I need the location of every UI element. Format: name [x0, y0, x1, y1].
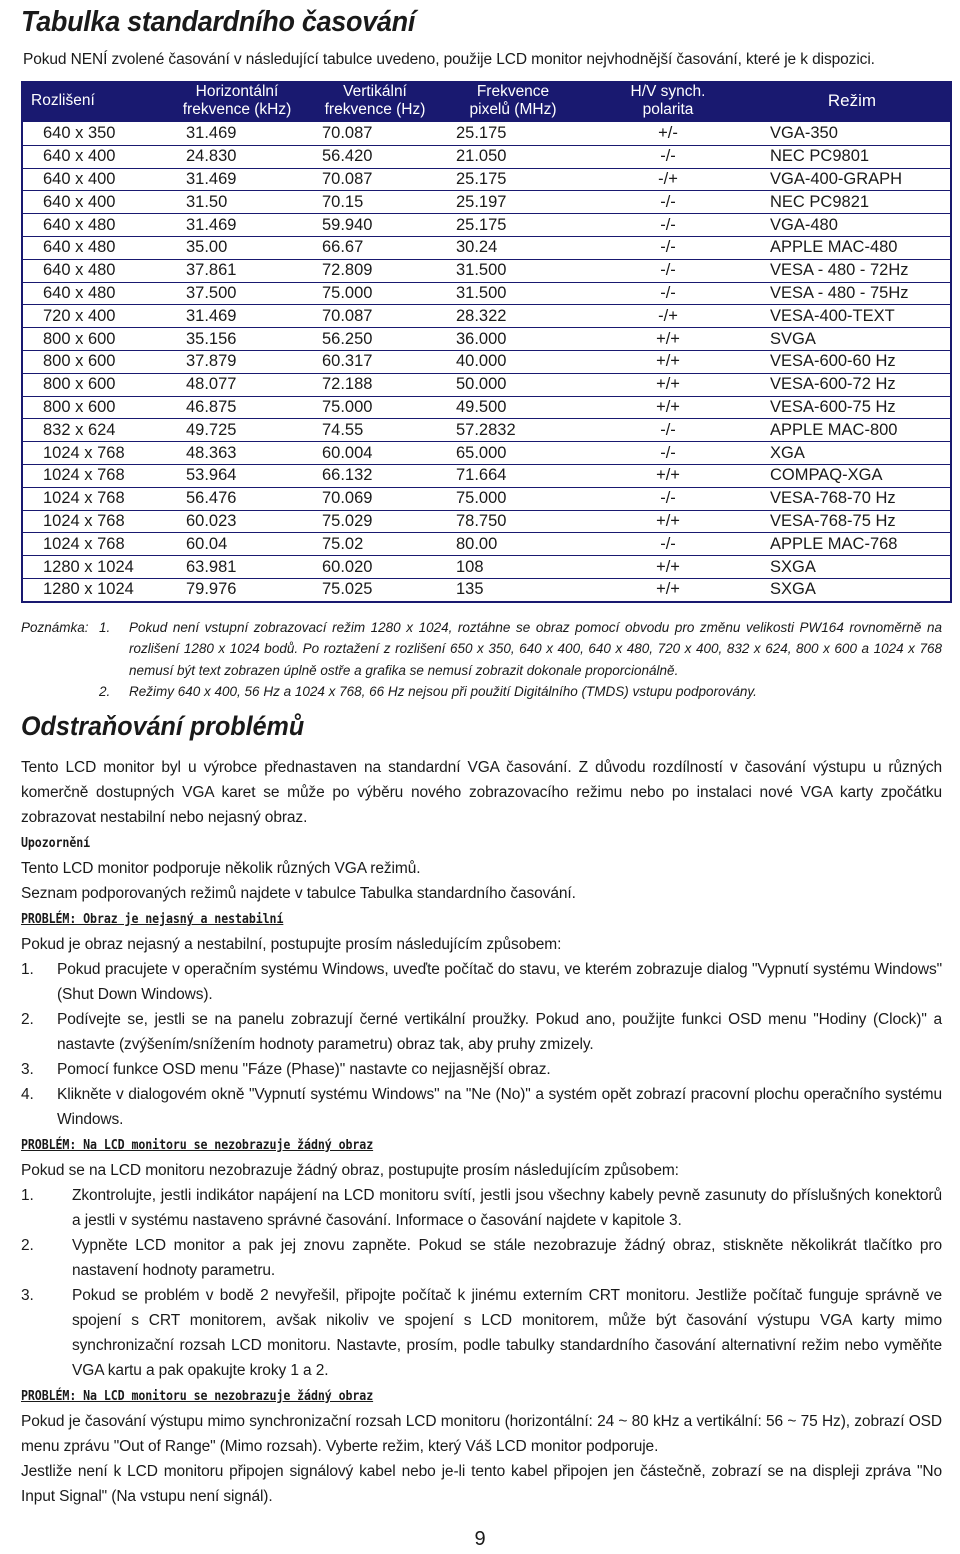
cell-polarity: +/+	[582, 373, 754, 396]
cell-vertical-frequency: 70.087	[306, 305, 444, 328]
cell-horizontal-frequency: 31.469	[168, 123, 306, 146]
table-row	[22, 442, 951, 465]
cell-polarity: -/-	[582, 236, 754, 259]
header-mode: Režim	[754, 81, 951, 123]
cell-pixel-frequency: 80.00	[444, 533, 582, 556]
table-row	[22, 305, 951, 328]
cell-horizontal-frequency: 37.879	[168, 350, 306, 373]
problem-steps	[21, 1183, 942, 1383]
cell-mode: NEC PC9821	[754, 191, 951, 214]
cell-vertical-frequency: 56.250	[306, 328, 444, 351]
cell-mode: SVGA	[754, 328, 951, 351]
cell-vertical-frequency: 59.940	[306, 214, 444, 237]
cell-pixel-frequency: 50.000	[444, 373, 582, 396]
cell-polarity: +/+	[582, 396, 754, 419]
problem-steps	[21, 957, 942, 1132]
cell-polarity: -/-	[582, 442, 754, 465]
cell-mode: APPLE MAC-480	[754, 236, 951, 259]
cell-pixel-frequency: 75.000	[444, 487, 582, 510]
cell-pixel-frequency: 28.322	[444, 305, 582, 328]
troubleshooting-intro: Tento LCD monitor byl u výrobce přednastaven na standardní VGA časování. Z důvodu rozdílností v časování výstupu u různých komerčně dostupných VGA karet se může po výběru nového zobrazovacího režimu nebo po instalaci nové VGA karty zpočátku zobrazovat nestabilní nebo nejasný obraz.	[21, 758, 942, 826]
table-row	[22, 168, 951, 191]
cell-mode: VESA - 480 - 75Hz	[754, 282, 951, 305]
cell-pixel-frequency: 65.000	[444, 442, 582, 465]
list-item: 4. Klikněte v dialogovém okně "Vypnutí systému Windows" na "Ne (No)" a systém opět zobrazí pracovní plochu operačního systému Windows.	[21, 1085, 942, 1128]
table-row	[22, 464, 951, 487]
cell-resolution: 640 x 480	[22, 236, 168, 259]
cell-horizontal-frequency: 35.156	[168, 328, 306, 351]
troubleshooting-body	[21, 755, 942, 1509]
cell-resolution: 1024 x 768	[22, 487, 168, 510]
cell-vertical-frequency: 74.55	[306, 419, 444, 442]
cell-polarity: -/-	[582, 214, 754, 237]
cell-pixel-frequency: 30.24	[444, 236, 582, 259]
timing-table-header	[22, 81, 951, 123]
cell-horizontal-frequency: 46.875	[168, 396, 306, 419]
cell-horizontal-frequency: 24.830	[168, 145, 306, 168]
cell-pixel-frequency: 31.500	[444, 282, 582, 305]
table-row	[22, 533, 951, 556]
header-polarity: H/V synch. polarita	[582, 81, 754, 123]
table-row	[22, 350, 951, 373]
note-text: Režimy 640 x 400, 56 Hz a 1024 x 768, 66 Hz nejsou při použití Digitálního (TMDS) vstupu podporovány.	[129, 684, 757, 700]
cell-resolution: 640 x 400	[22, 168, 168, 191]
cell-horizontal-frequency: 49.725	[168, 419, 306, 442]
table-row	[22, 236, 951, 259]
cell-polarity: -/-	[582, 145, 754, 168]
cell-mode: APPLE MAC-800	[754, 419, 951, 442]
list-item: 2. Vypněte LCD monitor a pak jej znovu zapněte. Pokud se stále nezobrazuje žádný obraz, stiskněte několikrát tlačítko pro nastavení hodnoty parametru.	[21, 1236, 942, 1279]
cell-vertical-frequency: 66.132	[306, 464, 444, 487]
cell-vertical-frequency: 75.000	[306, 282, 444, 305]
cell-resolution: 800 x 600	[22, 396, 168, 419]
cell-vertical-frequency: 72.188	[306, 373, 444, 396]
cell-resolution: 1280 x 1024	[22, 556, 168, 579]
section-title: Odstraňování problémů	[21, 710, 305, 741]
cell-resolution: 1024 x 768	[22, 442, 168, 465]
cell-polarity: +/+	[582, 464, 754, 487]
cell-horizontal-frequency: 53.964	[168, 464, 306, 487]
cell-resolution: 1024 x 768	[22, 464, 168, 487]
cell-horizontal-frequency: 56.476	[168, 487, 306, 510]
timing-table	[21, 81, 952, 603]
list-item: 1. Pokud pracujete v operačním systému Windows, uveďte počítač do stavu, ve kterém zobrazuje dialog "Vypnutí systému Windows" (Shut Down Windows).	[21, 960, 942, 1003]
list-item: 1. Zkontrolujte, jestli indikátor napájení na LCD monitoru svítí, jestli jsou všechny kabely pevně zasunuty do příslušných konektorů a jestli v systému nastaveno správné časování. Informace o časování najdete v kapitole 3.	[21, 1186, 942, 1229]
table-row	[22, 259, 951, 282]
cell-polarity: -/+	[582, 168, 754, 191]
page-number: 9	[474, 1528, 486, 1550]
cell-resolution: 1024 x 768	[22, 510, 168, 533]
cell-resolution: 640 x 400	[22, 145, 168, 168]
cell-polarity: -/-	[582, 191, 754, 214]
list-item: 3. Pokud se problém v bodě 2 nevyřešil, připojte počítač k jinému externím CRT monitoru. Jestliže počítač funguje správně ve spojení s CRT monitorem, avšak nikoliv ve spojení s LCD monitorem, může být časování výstupu VGA karty mimo synchronizační rozsah LCD monitoru. Nastavte, prosím, podle tabulky standardního časování alternativní režim nebo vyměňte VGA kartu a pak opakujte kroky 1 a 2.	[21, 1286, 942, 1379]
cell-resolution: 1024 x 768	[22, 533, 168, 556]
cell-vertical-frequency: 75.029	[306, 510, 444, 533]
cell-resolution: 720 x 400	[22, 305, 168, 328]
cell-resolution: 640 x 480	[22, 214, 168, 237]
cell-polarity: -/-	[582, 419, 754, 442]
cell-horizontal-frequency: 31.50	[168, 191, 306, 214]
cell-resolution: 800 x 600	[22, 373, 168, 396]
problem-intro: Pokud se na LCD monitoru nezobrazuje žádný obraz, postupujte prosím následujícím způsobem:	[21, 1161, 679, 1179]
cell-vertical-frequency: 60.317	[306, 350, 444, 373]
cell-mode: VESA-768-75 Hz	[754, 510, 951, 533]
cell-vertical-frequency: 75.025	[306, 578, 444, 601]
timing-table-body	[22, 123, 951, 602]
header-horizontal: Horizontální frekvence (kHz)	[168, 81, 306, 123]
cell-resolution: 640 x 480	[22, 282, 168, 305]
note-number: 2.	[99, 684, 111, 700]
cell-vertical-frequency: 66.67	[306, 236, 444, 259]
cell-pixel-frequency: 25.175	[444, 168, 582, 191]
cell-resolution: 800 x 600	[22, 328, 168, 351]
problem-heading: PROBLÉM: Obraz je nejasný a nestabilní	[21, 910, 284, 927]
problem-text: Pokud je časování výstupu mimo synchronizační rozsah LCD monitoru (horizontální: 24 ~ 80 kHz a vertikální: 56 ~ 75 Hz), zobrazí OSD menu zprávu "Out of Range" (Mimo rozsah). Vyberte režim, který Váš LCD monitor podporuje.	[21, 1412, 942, 1455]
cell-horizontal-frequency: 31.469	[168, 168, 306, 191]
cell-vertical-frequency: 60.004	[306, 442, 444, 465]
cell-pixel-frequency: 57.2832	[444, 419, 582, 442]
header-vertical: Vertikální frekvence (Hz)	[306, 81, 444, 123]
cell-resolution: 1280 x 1024	[22, 578, 168, 601]
cell-vertical-frequency: 75.000	[306, 396, 444, 419]
cell-mode: VGA-480	[754, 214, 951, 237]
table-row	[22, 145, 951, 168]
cell-mode: APPLE MAC-768	[754, 533, 951, 556]
cell-pixel-frequency: 36.000	[444, 328, 582, 351]
cell-mode: VESA - 480 - 72Hz	[754, 259, 951, 282]
cell-polarity: +/+	[582, 510, 754, 533]
cell-pixel-frequency: 135	[444, 578, 582, 601]
cell-pixel-frequency: 49.500	[444, 396, 582, 419]
cell-mode: VESA-400-TEXT	[754, 305, 951, 328]
cell-polarity: +/+	[582, 578, 754, 601]
cell-resolution: 832 x 624	[22, 419, 168, 442]
cell-mode: VGA-400-GRAPH	[754, 168, 951, 191]
table-row	[22, 510, 951, 533]
table-row	[22, 191, 951, 214]
cell-mode: COMPAQ-XGA	[754, 464, 951, 487]
problem-heading: PROBLÉM: Na LCD monitoru se nezobrazuje žádný obraz	[21, 1387, 374, 1404]
cell-polarity: -/-	[582, 282, 754, 305]
warning-text: Tento LCD monitor podporuje několik různých VGA režimů.	[21, 859, 421, 877]
table-row	[22, 578, 951, 601]
warning-heading: Upozornění	[21, 834, 91, 851]
cell-vertical-frequency: 70.087	[306, 168, 444, 191]
cell-mode: SXGA	[754, 556, 951, 579]
cell-vertical-frequency: 72.809	[306, 259, 444, 282]
cell-vertical-frequency: 75.02	[306, 533, 444, 556]
list-item: 2. Podívejte se, jestli se na panelu zobrazují černé vertikální proužky. Pokud ano, použijte funkci OSD menu "Hodiny (Clock)" a nastavte (zvýšením/snížením hodnoty parametru) obraz tak, aby pruhy zmizely.	[21, 1010, 942, 1053]
cell-resolution: 640 x 400	[22, 191, 168, 214]
list-item: 3. Pomocí funkce OSD menu "Fáze (Phase)" nastavte co nejjasnější obraz.	[21, 1060, 551, 1078]
problem-intro: Pokud je obraz nejasný a nestabilní, postupujte prosím následujícím způsobem:	[21, 935, 562, 953]
cell-horizontal-frequency: 31.469	[168, 214, 306, 237]
cell-mode: XGA	[754, 442, 951, 465]
cell-horizontal-frequency: 37.861	[168, 259, 306, 282]
cell-horizontal-frequency: 48.363	[168, 442, 306, 465]
notes-label: Poznámka:	[21, 619, 89, 635]
cell-horizontal-frequency: 79.976	[168, 578, 306, 601]
cell-horizontal-frequency: 48.077	[168, 373, 306, 396]
table-row	[22, 214, 951, 237]
table-row	[22, 123, 951, 146]
cell-pixel-frequency: 78.750	[444, 510, 582, 533]
cell-polarity: +/-	[582, 123, 754, 146]
cell-pixel-frequency: 40.000	[444, 350, 582, 373]
cell-polarity: -/+	[582, 305, 754, 328]
cell-polarity: +/+	[582, 328, 754, 351]
problem-heading: PROBLÉM: Na LCD monitoru se nezobrazuje žádný obraz	[21, 1136, 374, 1153]
cell-mode: VESA-600-72 Hz	[754, 373, 951, 396]
table-row	[22, 373, 951, 396]
cell-vertical-frequency: 70.15	[306, 191, 444, 214]
warning-text: Seznam podporovaných režimů najdete v tabulce Tabulka standardního časování.	[21, 884, 576, 902]
cell-horizontal-frequency: 60.04	[168, 533, 306, 556]
cell-mode: VESA-600-60 Hz	[754, 350, 951, 373]
table-row	[22, 328, 951, 351]
table-row	[22, 419, 951, 442]
notes	[21, 617, 942, 703]
header-pixel-frequency: Frekvence pixelů (MHz)	[444, 81, 582, 123]
cell-horizontal-frequency: 35.00	[168, 236, 306, 259]
cell-resolution: 640 x 350	[22, 123, 168, 146]
cell-horizontal-frequency: 31.469	[168, 305, 306, 328]
cell-mode: VESA-768-70 Hz	[754, 487, 951, 510]
cell-resolution: 800 x 600	[22, 350, 168, 373]
cell-polarity: -/-	[582, 487, 754, 510]
cell-pixel-frequency: 31.500	[444, 259, 582, 282]
cell-resolution: 640 x 480	[22, 259, 168, 282]
cell-polarity: +/+	[582, 350, 754, 373]
cell-horizontal-frequency: 63.981	[168, 556, 306, 579]
cell-vertical-frequency: 70.087	[306, 123, 444, 146]
cell-pixel-frequency: 108	[444, 556, 582, 579]
cell-mode: VGA-350	[754, 123, 951, 146]
page-title: Tabulka standardního časování	[21, 6, 416, 38]
table-row	[22, 282, 951, 305]
cell-pixel-frequency: 21.050	[444, 145, 582, 168]
cell-pixel-frequency: 25.175	[444, 123, 582, 146]
note-number: 1.	[99, 619, 111, 635]
header-resolution: Rozlišení	[22, 81, 168, 123]
problem-text: Jestliže není k LCD monitoru připojen signálový kabel nebo je-li tento kabel připojen jen částečně, zobrazí se na displeji zpráva "No Input Signal" (Na vstupu není signál).	[21, 1462, 942, 1505]
cell-horizontal-frequency: 37.500	[168, 282, 306, 305]
cell-vertical-frequency: 60.020	[306, 556, 444, 579]
cell-pixel-frequency: 25.175	[444, 214, 582, 237]
cell-pixel-frequency: 71.664	[444, 464, 582, 487]
note-text: Pokud není vstupní zobrazovací režim 1280 x 1024, roztáhne se obraz pomocí obvodu pro změnu velikosti PW164 rovnoměrně na rozlišení 1280 x 1024 bodů. Po roztažení z rozlišení 650 x 350, 640 x 400, 640 x 480, 720 x 400, 832 x 624, 800 x 600 a 1024 x 768 nemusí být text zobrazen úplně ostře a grafika se nemusí zobrazit dokonale proporcionálně.	[129, 619, 942, 678]
table-row	[22, 396, 951, 419]
cell-polarity: -/-	[582, 259, 754, 282]
table-row	[22, 487, 951, 510]
cell-vertical-frequency: 56.420	[306, 145, 444, 168]
cell-vertical-frequency: 70.069	[306, 487, 444, 510]
cell-mode: SXGA	[754, 578, 951, 601]
cell-horizontal-frequency: 60.023	[168, 510, 306, 533]
cell-polarity: +/+	[582, 556, 754, 579]
cell-mode: NEC PC9801	[754, 145, 951, 168]
intro-text: Pokud NENÍ zvolené časování v následující tabulce uvedeno, použije LCD monitor nejvhodnější časování, které je k dispozici.	[23, 51, 875, 68]
note-row	[21, 617, 942, 682]
table-row	[22, 556, 951, 579]
note-row	[21, 681, 942, 703]
cell-mode: VESA-600-75 Hz	[754, 396, 951, 419]
cell-pixel-frequency: 25.197	[444, 191, 582, 214]
cell-polarity: -/-	[582, 533, 754, 556]
